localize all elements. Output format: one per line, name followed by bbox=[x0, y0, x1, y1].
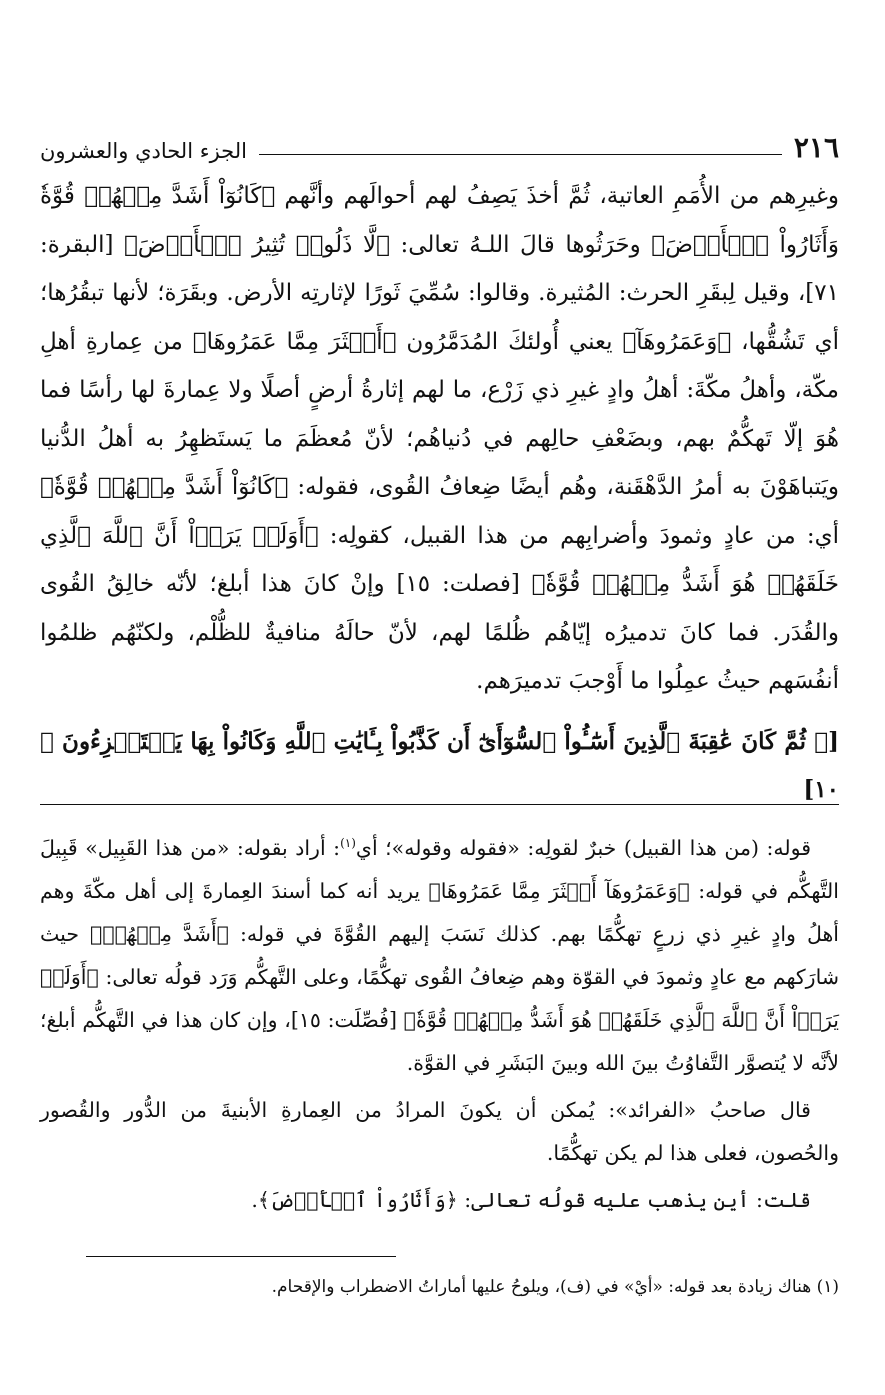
verse-block: [﴿ ثُمَّ كَانَ عَٰقِبَةَ ٱلَّذِينَ أَسَٰٓـُٔواْ ٱلسُّوٓأَىٰٓ أَن كَذَّبُواْ بِـَٔايَٰتِ ٱللَّهِ وَكَانُواْ بِهَا يَسۡتَهۡزِءُونَ ﴾ ١٠] bbox=[40, 727, 839, 803]
page-header bbox=[40, 118, 839, 162]
commentary-text: : أراد بقوله: «من هذا القَبِيل» قَبِيلَ التَّهكُّم في قوله: ﴿وَعَمَرُوهَآ أَكۡثَرَ مِمَّا عَمَرُوهَا﴾ يريد أنه كما أسندَ العِمارةَ إلى أهل مكّةَ وهم أهلُ وادٍ غيرِ ذي زرعٍ تهكُّمًا بهم. كذلك نَسَبَ إليهم القُوَّةَ في قوله: ﴿أَشَدَّ مِنۡهُمۡ﴾ حيث شارَكهم مع عادٍ وثمودَ في القوّة وهم ضِعافُ القُوى تهكُّمًا، وعلى التَّهكُّم وَرَد قولُه تعالى: ﴿أَوَلَمۡ يَرَوۡاْ أَنَّ ٱللَّهَ ٱلَّذِي خَلَقَهُمۡ هُوَ أَشَدُّ مِنۡهُمۡ قُوَّةٗ﴾ [فُصِّلَت: ١٥]، وإن كان هذا في التَّهكُّم أبلغ؛ لأنَّه لا يُتصوَّر التَّفاوُتُ بينَ الله وبينَ البَشَرِ في القوَّة. bbox=[40, 835, 840, 1075]
commentary-paragraph: قال صاحبُ «الفرائد»: يُمكن أن يكونَ المرادُ من العِمارةِ الأبنيةَ من الدُّور والقُصور والحُصون، فعلى هذا لم يكن تهكُّمًا. bbox=[40, 1097, 839, 1165]
commentary-text: قوله: (من هذا القبيل) خبرٌ لقولِه: «فقوله وقوله»؛ أي bbox=[355, 835, 812, 860]
text-divider bbox=[40, 804, 839, 805]
footnote-rule bbox=[86, 1256, 396, 1257]
main-paragraph: وغيرِهم من الأُمَمِ العاتية، ثُمَّ أخذَ يَصِفُ لهم أحوالَهم وأنَّهم ﴿كَانُوٓاْ أَشَدَّ مِنۡهُمۡ قُوَّةٗ وَأَثَارُواْ ٱلۡأَرۡضَ﴾ وحَرَثُوها قالَ اللـهُ تعالى: ﴿لَّا ذَلُولٞ تُثِيرُ ٱلۡأَرۡضَ﴾ [البقرة: ٧١]، وقيل لِبقَرِ الحرث: المُثيرة. وقالوا: سُمِّيَ ثَورًا لإثارتِه الأرض. وبقَرَة؛ لأنها تبقُرُها؛ أي تَشُقُّها، ﴿وَعَمَرُوهَآ﴾ يعني أُولئكَ المُدَمَّرُون ﴿أَكۡثَرَ مِمَّا عَمَرُوهَا﴾ من عِمارةِ أهلِ مكّة، وأهلُ مكّةَ: أهلُ وادٍ غيرِ ذي زَرْع، ما لهم إثارةُ أرضٍ أصلًا ولا عِمارةَ لها رأسًا فما هُوَ إلّا تَهكُّمٌ بهم، وبضَعْفِ حالِهم في دُنياهُم؛ لأنّ مُعظَمَ ما يَستَظهِرُ به أهلُ الدُّنيا ويَتباهَوْنَ به أمرُ الدَّهْقَنة، وهُم أيضًا ضِعافُ القُوى، فقوله: ﴿كَانُوٓاْ أَشَدَّ مِنۡهُمۡ قُوَّةٗ﴾ أي: من عادٍ وثمودَ وأضرابِهم من هذا القبيل، كقولِه: ﴿أَوَلَمۡ يَرَوۡاْ أَنَّ ٱللَّهَ ٱلَّذِي خَلَقَهُمۡ هُوَ أَشَدُّ مِنۡهُمۡ قُوَّةٗ﴾ [فصلت: ١٥] وإنْ كانَ هذا أبلغ؛ لأنّه خالِقُ القُوى والقُدَر. فما كانَ تدميرُه إيّاهُم ظُلمًا لهم، لأنّ حالَهُ منافيةٌ للظُّلْم، ولكنّهُم ظلمُوا أنفُسَهم حيثُ عمِلُوا ما أَوْجبَ تدميرَهم. bbox=[40, 183, 839, 694]
header-rule bbox=[259, 154, 782, 155]
footnote-marker: (١) bbox=[340, 836, 356, 850]
running-title: الجزء الحادي والعشرون bbox=[40, 139, 247, 163]
commentary-paragraph bbox=[40, 822, 839, 1085]
commentary-paragraph: قلت: أين يذهب عليه قولُه تعالى: ﴿وَأَثَارُواْ ٱلۡأَرۡضَ﴾. bbox=[251, 1187, 811, 1212]
footnote: (١) هناك زيادة بعد قوله: «أيْ» في (ف)، ويلوحُ عليها أماراتُ الاضطراب والإقحام. bbox=[271, 1277, 839, 1297]
main-text bbox=[40, 172, 839, 815]
commentary bbox=[40, 822, 839, 1226]
page-number: ٢١٦ bbox=[793, 131, 839, 164]
